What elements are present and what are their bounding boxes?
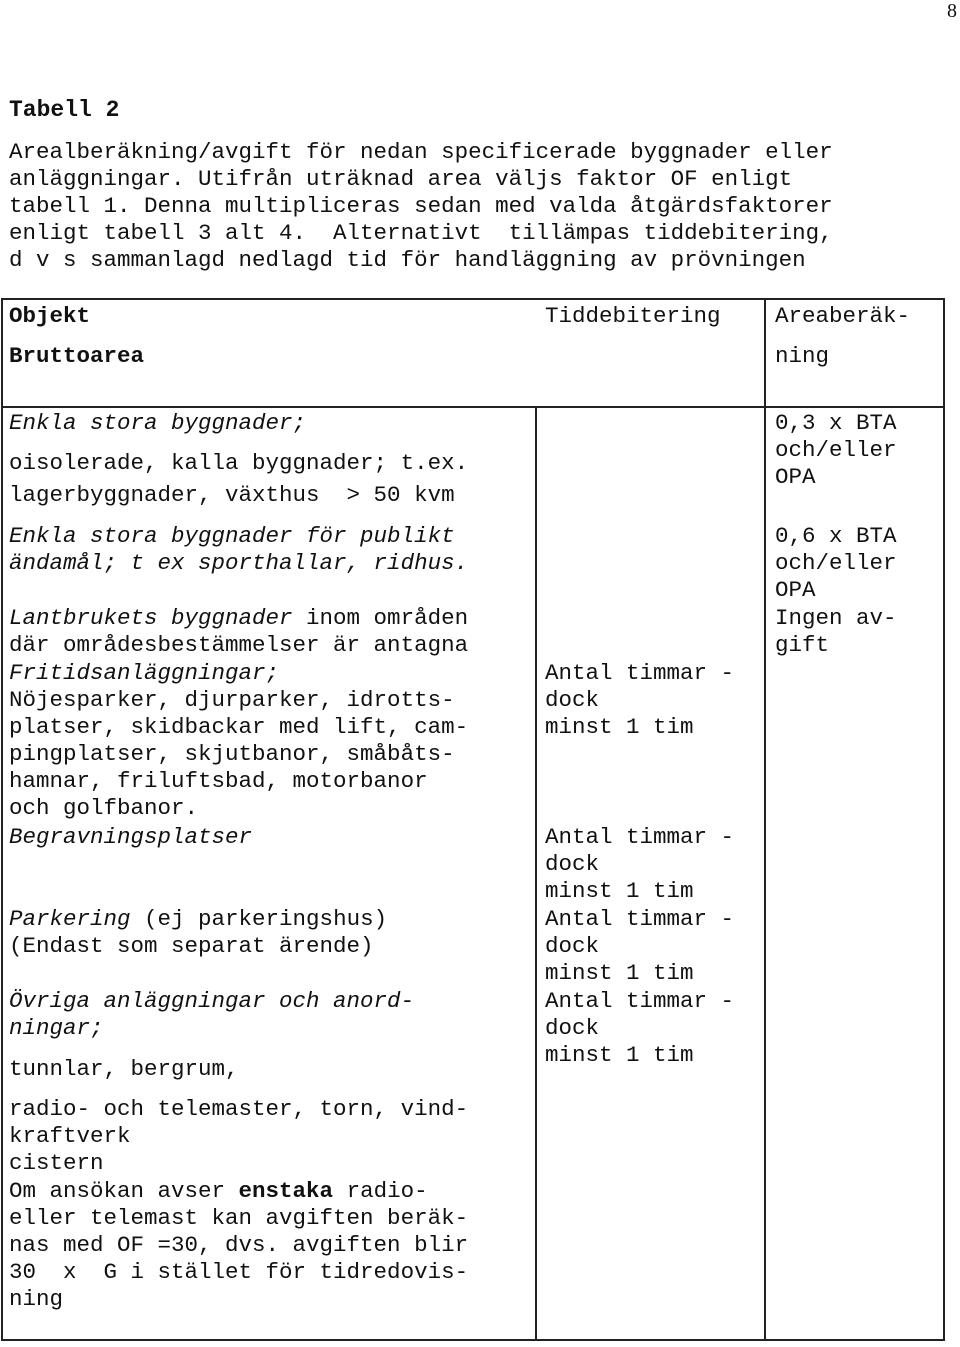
- row-enkla-line3: lagerbyggnader, växthus > 50 kvm: [9, 482, 455, 508]
- row-ovriga-note-post: radio-: [333, 1178, 428, 1204]
- row-parkering-line2: (Endast som separat ärende): [9, 933, 374, 959]
- row-begravning-tid: Antal timmar - dock minst 1 tim: [545, 824, 735, 904]
- row-ovriga-tunnlar: tunnlar, bergrum,: [9, 1056, 239, 1082]
- column-divider-area: [764, 298, 766, 1341]
- row-parkering-tid: Antal timmar - dock minst 1 tim: [545, 906, 735, 986]
- header-bruttoarea: Bruttoarea: [9, 343, 145, 369]
- row-ovriga-title: Övriga anläggningar och anord- ningar;: [9, 988, 415, 1041]
- row-lantbruk-italic: Lantbrukets byggnader: [9, 605, 293, 631]
- row-fritid-tid: Antal timmar - dock minst 1 tim: [545, 660, 735, 740]
- row-ovriga-note-bold: enstaka: [238, 1178, 334, 1204]
- row-enkla-line2: oisolerade, kalla byggnader; t.ex.: [9, 450, 469, 476]
- row-ovriga-note-pre: Om ansökan avser: [9, 1178, 239, 1204]
- row-lantbruk-line2: där områdesbestämmelser är antagna: [9, 632, 469, 658]
- row-publikt-area: 0,6 x BTA och/eller OPA: [775, 523, 897, 603]
- row-ovriga-tid: Antal timmar - dock minst 1 tim: [545, 988, 735, 1068]
- intro-paragraph: [9, 139, 833, 274]
- row-parkering-italic: Parkering: [9, 906, 131, 932]
- row-ovriga-note-rest: eller telemast kan avgiften beräk- nas med OF =30, dvs. avgiften blir 30 x G i stället för tidredovis- ning: [9, 1205, 469, 1312]
- row-begravning-title: Begravningsplatser: [9, 824, 253, 850]
- intro-line: d v s sammanlagd nedlagd tid för handläggning av prövningen: [9, 247, 806, 273]
- header-divider: [1, 406, 945, 408]
- intro-line: tabell 1. Denna multipliceras sedan med valda åtgärdsfaktorer: [9, 193, 833, 219]
- row-fritid-title: Fritidsanläggningar;: [9, 660, 280, 686]
- row-publikt-text: Enkla stora byggnader för publikt ändamål; t ex sporthallar, ridhus.: [9, 523, 469, 576]
- row-lantbruk-line1: [9, 605, 468, 632]
- intro-line: anläggningar. Utifrån uträknad area väljs faktor OF enligt: [9, 166, 793, 192]
- intro-line: enligt tabell 3 alt 4. Alternativt tillämpas tiddebitering,: [9, 220, 833, 246]
- header-tiddebitering: Tiddebitering: [545, 303, 721, 329]
- header-areaberakning-cont: ning: [775, 343, 830, 369]
- row-ovriga-radio: radio- och telemaster, torn, vind- kraftverk cistern: [9, 1096, 469, 1176]
- row-parkering-line1: [9, 906, 387, 933]
- column-divider-objekt: [535, 406, 537, 1341]
- row-parkering-rest: (ej parkeringshus): [130, 906, 388, 932]
- header-areaberakning: Areaberäk-: [775, 303, 911, 329]
- row-lantbruk-area: Ingen av- gift: [775, 605, 897, 658]
- table-title: Tabell 2: [9, 97, 120, 123]
- row-enkla-area: 0,3 x BTA och/eller OPA: [775, 410, 897, 490]
- row-lantbruk-rest: inom områden: [292, 605, 469, 631]
- intro-line: Arealberäkning/avgift för nedan specificerade byggnader eller: [9, 139, 833, 165]
- row-enkla-title: Enkla stora byggnader;: [9, 410, 307, 436]
- page-number: 8: [947, 0, 957, 22]
- row-fritid-body: Nöjesparker, djurparker, idrotts- platser, skidbackar med lift, cam- pingplatser, skjutbanor, småbåts- hamnar, friluftsbad, motorbanor och golfbanor.: [9, 687, 469, 821]
- row-ovriga-note-line1: [9, 1178, 428, 1205]
- header-objekt: Objekt: [9, 303, 91, 329]
